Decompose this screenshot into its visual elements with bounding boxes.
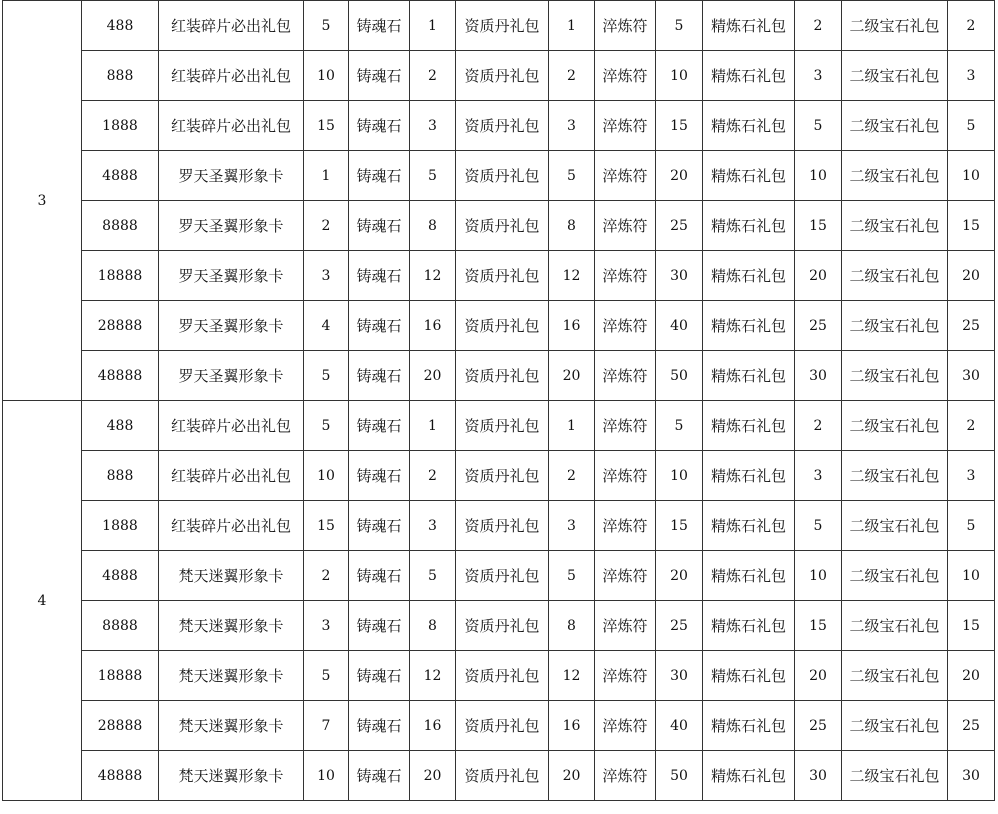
- quantity-cell: 20: [410, 751, 456, 801]
- reward-item-cell: 淬炼符: [595, 401, 656, 451]
- reward-item-cell: 梵天迷翼形象卡: [159, 551, 304, 601]
- quantity-cell: 2: [304, 551, 349, 601]
- quantity-cell: 20: [410, 351, 456, 401]
- reward-item-cell: 铸魂石: [349, 551, 410, 601]
- amount-cell: 488: [82, 401, 159, 451]
- amount-cell: 1888: [82, 501, 159, 551]
- quantity-cell: 2: [410, 51, 456, 101]
- reward-item-cell: 罗天圣翼形象卡: [159, 351, 304, 401]
- quantity-cell: 3: [948, 51, 995, 101]
- reward-item-cell: 罗天圣翼形象卡: [159, 251, 304, 301]
- reward-item-cell: 精炼石礼包: [703, 451, 795, 501]
- reward-item-cell: 铸魂石: [349, 401, 410, 451]
- reward-item-cell: 精炼石礼包: [703, 101, 795, 151]
- level-cell: 4: [3, 401, 82, 801]
- table-row: [3, 501, 995, 551]
- table-row: [3, 151, 995, 201]
- reward-item-cell: 铸魂石: [349, 251, 410, 301]
- quantity-cell: 20: [795, 251, 842, 301]
- reward-item-cell: 精炼石礼包: [703, 551, 795, 601]
- reward-item-cell: 二级宝石礼包: [842, 401, 948, 451]
- quantity-cell: 12: [549, 651, 595, 701]
- reward-item-cell: 二级宝石礼包: [842, 351, 948, 401]
- quantity-cell: 10: [795, 551, 842, 601]
- quantity-cell: 20: [795, 651, 842, 701]
- reward-item-cell: 梵天迷翼形象卡: [159, 601, 304, 651]
- quantity-cell: 3: [549, 101, 595, 151]
- quantity-cell: 10: [304, 51, 349, 101]
- reward-item-cell: 二级宝石礼包: [842, 101, 948, 151]
- reward-item-cell: 精炼石礼包: [703, 601, 795, 651]
- amount-cell: 4888: [82, 551, 159, 601]
- reward-item-cell: 淬炼符: [595, 651, 656, 701]
- quantity-cell: 5: [948, 501, 995, 551]
- amount-cell: 8888: [82, 201, 159, 251]
- amount-cell: 48888: [82, 751, 159, 801]
- quantity-cell: 10: [304, 451, 349, 501]
- reward-item-cell: 淬炼符: [595, 301, 656, 351]
- quantity-cell: 40: [656, 301, 703, 351]
- quantity-cell: 50: [656, 351, 703, 401]
- reward-item-cell: 铸魂石: [349, 301, 410, 351]
- reward-item-cell: 铸魂石: [349, 51, 410, 101]
- reward-item-cell: 淬炼符: [595, 701, 656, 751]
- amount-cell: 4888: [82, 151, 159, 201]
- reward-item-cell: 铸魂石: [349, 651, 410, 701]
- level-cell: 3: [3, 1, 82, 401]
- reward-item-cell: 精炼石礼包: [703, 401, 795, 451]
- reward-item-cell: 淬炼符: [595, 601, 656, 651]
- amount-cell: 1888: [82, 101, 159, 151]
- quantity-cell: 25: [795, 301, 842, 351]
- reward-item-cell: 资质丹礼包: [456, 251, 549, 301]
- reward-item-cell: 铸魂石: [349, 601, 410, 651]
- reward-item-cell: 二级宝石礼包: [842, 701, 948, 751]
- quantity-cell: 1: [549, 1, 595, 51]
- reward-item-cell: 铸魂石: [349, 101, 410, 151]
- reward-item-cell: 红装碎片必出礼包: [159, 51, 304, 101]
- quantity-cell: 15: [304, 501, 349, 551]
- quantity-cell: 4: [304, 301, 349, 351]
- quantity-cell: 25: [948, 701, 995, 751]
- reward-item-cell: 资质丹礼包: [456, 151, 549, 201]
- quantity-cell: 12: [410, 651, 456, 701]
- table-row: [3, 1, 995, 51]
- reward-item-cell: 红装碎片必出礼包: [159, 401, 304, 451]
- reward-item-cell: 二级宝石礼包: [842, 551, 948, 601]
- amount-cell: 488: [82, 1, 159, 51]
- quantity-cell: 25: [656, 601, 703, 651]
- quantity-cell: 15: [948, 601, 995, 651]
- quantity-cell: 5: [656, 1, 703, 51]
- reward-item-cell: 淬炼符: [595, 101, 656, 151]
- amount-cell: 28888: [82, 301, 159, 351]
- quantity-cell: 15: [795, 201, 842, 251]
- quantity-cell: 5: [549, 551, 595, 601]
- reward-item-cell: 精炼石礼包: [703, 51, 795, 101]
- quantity-cell: 12: [410, 251, 456, 301]
- table-row: [3, 101, 995, 151]
- table-row: [3, 601, 995, 651]
- reward-item-cell: 精炼石礼包: [703, 651, 795, 701]
- quantity-cell: 30: [795, 351, 842, 401]
- reward-item-cell: 资质丹礼包: [456, 351, 549, 401]
- reward-item-cell: 红装碎片必出礼包: [159, 101, 304, 151]
- reward-item-cell: 资质丹礼包: [456, 701, 549, 751]
- quantity-cell: 5: [410, 151, 456, 201]
- reward-item-cell: 精炼石礼包: [703, 351, 795, 401]
- quantity-cell: 3: [549, 501, 595, 551]
- reward-item-cell: 精炼石礼包: [703, 1, 795, 51]
- quantity-cell: 25: [656, 201, 703, 251]
- amount-cell: 888: [82, 451, 159, 501]
- reward-item-cell: 红装碎片必出礼包: [159, 1, 304, 51]
- reward-item-cell: 红装碎片必出礼包: [159, 451, 304, 501]
- reward-item-cell: 淬炼符: [595, 351, 656, 401]
- reward-item-cell: 淬炼符: [595, 51, 656, 101]
- reward-item-cell: 铸魂石: [349, 501, 410, 551]
- quantity-cell: 3: [948, 451, 995, 501]
- reward-item-cell: 精炼石礼包: [703, 751, 795, 801]
- quantity-cell: 20: [656, 551, 703, 601]
- quantity-cell: 20: [656, 151, 703, 201]
- quantity-cell: 2: [549, 51, 595, 101]
- reward-item-cell: 淬炼符: [595, 501, 656, 551]
- quantity-cell: 2: [549, 451, 595, 501]
- reward-item-cell: 淬炼符: [595, 451, 656, 501]
- quantity-cell: 40: [656, 701, 703, 751]
- table-row: [3, 251, 995, 301]
- quantity-cell: 2: [410, 451, 456, 501]
- reward-item-cell: 铸魂石: [349, 351, 410, 401]
- quantity-cell: 2: [304, 201, 349, 251]
- reward-item-cell: 精炼石礼包: [703, 701, 795, 751]
- reward-item-cell: 淬炼符: [595, 551, 656, 601]
- table-row: [3, 701, 995, 751]
- reward-item-cell: 淬炼符: [595, 1, 656, 51]
- reward-item-cell: 二级宝石礼包: [842, 201, 948, 251]
- reward-item-cell: 铸魂石: [349, 1, 410, 51]
- quantity-cell: 16: [410, 301, 456, 351]
- reward-item-cell: 淬炼符: [595, 201, 656, 251]
- reward-item-cell: 淬炼符: [595, 251, 656, 301]
- table-row: [3, 301, 995, 351]
- amount-cell: 18888: [82, 651, 159, 701]
- table-row: [3, 51, 995, 101]
- quantity-cell: 1: [549, 401, 595, 451]
- quantity-cell: 5: [549, 151, 595, 201]
- quantity-cell: 12: [549, 251, 595, 301]
- reward-item-cell: 资质丹礼包: [456, 401, 549, 451]
- table-row: [3, 401, 995, 451]
- quantity-cell: 20: [549, 351, 595, 401]
- quantity-cell: 8: [549, 601, 595, 651]
- quantity-cell: 10: [656, 51, 703, 101]
- reward-item-cell: 资质丹礼包: [456, 551, 549, 601]
- quantity-cell: 10: [795, 151, 842, 201]
- quantity-cell: 20: [948, 251, 995, 301]
- quantity-cell: 5: [656, 401, 703, 451]
- quantity-cell: 2: [795, 401, 842, 451]
- reward-item-cell: 资质丹礼包: [456, 1, 549, 51]
- quantity-cell: 30: [948, 751, 995, 801]
- quantity-cell: 25: [795, 701, 842, 751]
- reward-item-cell: 铸魂石: [349, 451, 410, 501]
- reward-item-cell: 资质丹礼包: [456, 451, 549, 501]
- quantity-cell: 25: [948, 301, 995, 351]
- reward-item-cell: 二级宝石礼包: [842, 1, 948, 51]
- reward-item-cell: 二级宝石礼包: [842, 251, 948, 301]
- quantity-cell: 7: [304, 701, 349, 751]
- quantity-cell: 10: [656, 451, 703, 501]
- quantity-cell: 5: [304, 1, 349, 51]
- reward-item-cell: 梵天迷翼形象卡: [159, 651, 304, 701]
- quantity-cell: 2: [948, 1, 995, 51]
- quantity-cell: 3: [410, 501, 456, 551]
- reward-item-cell: 二级宝石礼包: [842, 151, 948, 201]
- quantity-cell: 30: [656, 651, 703, 701]
- quantity-cell: 1: [304, 151, 349, 201]
- quantity-cell: 8: [549, 201, 595, 251]
- quantity-cell: 3: [795, 51, 842, 101]
- quantity-cell: 3: [304, 251, 349, 301]
- quantity-cell: 16: [549, 701, 595, 751]
- reward-item-cell: 铸魂石: [349, 151, 410, 201]
- quantity-cell: 1: [410, 401, 456, 451]
- reward-item-cell: 二级宝石礼包: [842, 751, 948, 801]
- quantity-cell: 16: [410, 701, 456, 751]
- reward-item-cell: 资质丹礼包: [456, 751, 549, 801]
- reward-item-cell: 二级宝石礼包: [842, 301, 948, 351]
- reward-item-cell: 铸魂石: [349, 701, 410, 751]
- quantity-cell: 10: [948, 551, 995, 601]
- reward-item-cell: 红装碎片必出礼包: [159, 501, 304, 551]
- reward-item-cell: 铸魂石: [349, 201, 410, 251]
- table-row: [3, 351, 995, 401]
- quantity-cell: 15: [656, 501, 703, 551]
- reward-item-cell: 精炼石礼包: [703, 301, 795, 351]
- table-row: [3, 201, 995, 251]
- reward-item-cell: 二级宝石礼包: [842, 601, 948, 651]
- quantity-cell: 5: [948, 101, 995, 151]
- reward-item-cell: 罗天圣翼形象卡: [159, 201, 304, 251]
- quantity-cell: 10: [948, 151, 995, 201]
- quantity-cell: 5: [795, 101, 842, 151]
- quantity-cell: 30: [948, 351, 995, 401]
- quantity-cell: 15: [656, 101, 703, 151]
- table-row: [3, 751, 995, 801]
- reward-item-cell: 资质丹礼包: [456, 501, 549, 551]
- reward-item-cell: 精炼石礼包: [703, 501, 795, 551]
- table-row: [3, 651, 995, 701]
- quantity-cell: 16: [549, 301, 595, 351]
- quantity-cell: 5: [410, 551, 456, 601]
- quantity-cell: 5: [304, 351, 349, 401]
- reward-item-cell: 资质丹礼包: [456, 101, 549, 151]
- reward-item-cell: 梵天迷翼形象卡: [159, 751, 304, 801]
- quantity-cell: 10: [304, 751, 349, 801]
- reward-table: [2, 0, 995, 801]
- reward-item-cell: 精炼石礼包: [703, 251, 795, 301]
- quantity-cell: 15: [795, 601, 842, 651]
- reward-item-cell: 二级宝石礼包: [842, 501, 948, 551]
- quantity-cell: 8: [410, 601, 456, 651]
- table-body: [3, 1, 995, 801]
- amount-cell: 888: [82, 51, 159, 101]
- quantity-cell: 15: [948, 201, 995, 251]
- quantity-cell: 30: [656, 251, 703, 301]
- reward-item-cell: 淬炼符: [595, 151, 656, 201]
- reward-item-cell: 精炼石礼包: [703, 151, 795, 201]
- quantity-cell: 50: [656, 751, 703, 801]
- amount-cell: 18888: [82, 251, 159, 301]
- reward-item-cell: 铸魂石: [349, 751, 410, 801]
- reward-item-cell: 淬炼符: [595, 751, 656, 801]
- reward-item-cell: 二级宝石礼包: [842, 51, 948, 101]
- quantity-cell: 20: [948, 651, 995, 701]
- quantity-cell: 2: [948, 401, 995, 451]
- table-row: [3, 551, 995, 601]
- reward-item-cell: 资质丹礼包: [456, 601, 549, 651]
- quantity-cell: 3: [304, 601, 349, 651]
- quantity-cell: 5: [795, 501, 842, 551]
- reward-item-cell: 罗天圣翼形象卡: [159, 151, 304, 201]
- quantity-cell: 20: [549, 751, 595, 801]
- quantity-cell: 30: [795, 751, 842, 801]
- reward-item-cell: 精炼石礼包: [703, 201, 795, 251]
- reward-item-cell: 资质丹礼包: [456, 201, 549, 251]
- quantity-cell: 1: [410, 1, 456, 51]
- quantity-cell: 8: [410, 201, 456, 251]
- quantity-cell: 2: [795, 1, 842, 51]
- reward-item-cell: 资质丹礼包: [456, 301, 549, 351]
- quantity-cell: 3: [410, 101, 456, 151]
- quantity-cell: 5: [304, 651, 349, 701]
- reward-item-cell: 资质丹礼包: [456, 51, 549, 101]
- quantity-cell: 3: [795, 451, 842, 501]
- reward-item-cell: 资质丹礼包: [456, 651, 549, 701]
- amount-cell: 48888: [82, 351, 159, 401]
- reward-item-cell: 罗天圣翼形象卡: [159, 301, 304, 351]
- reward-item-cell: 二级宝石礼包: [842, 451, 948, 501]
- amount-cell: 8888: [82, 601, 159, 651]
- reward-item-cell: 二级宝石礼包: [842, 651, 948, 701]
- reward-item-cell: 梵天迷翼形象卡: [159, 701, 304, 751]
- quantity-cell: 15: [304, 101, 349, 151]
- amount-cell: 28888: [82, 701, 159, 751]
- table-row: [3, 451, 995, 501]
- quantity-cell: 5: [304, 401, 349, 451]
